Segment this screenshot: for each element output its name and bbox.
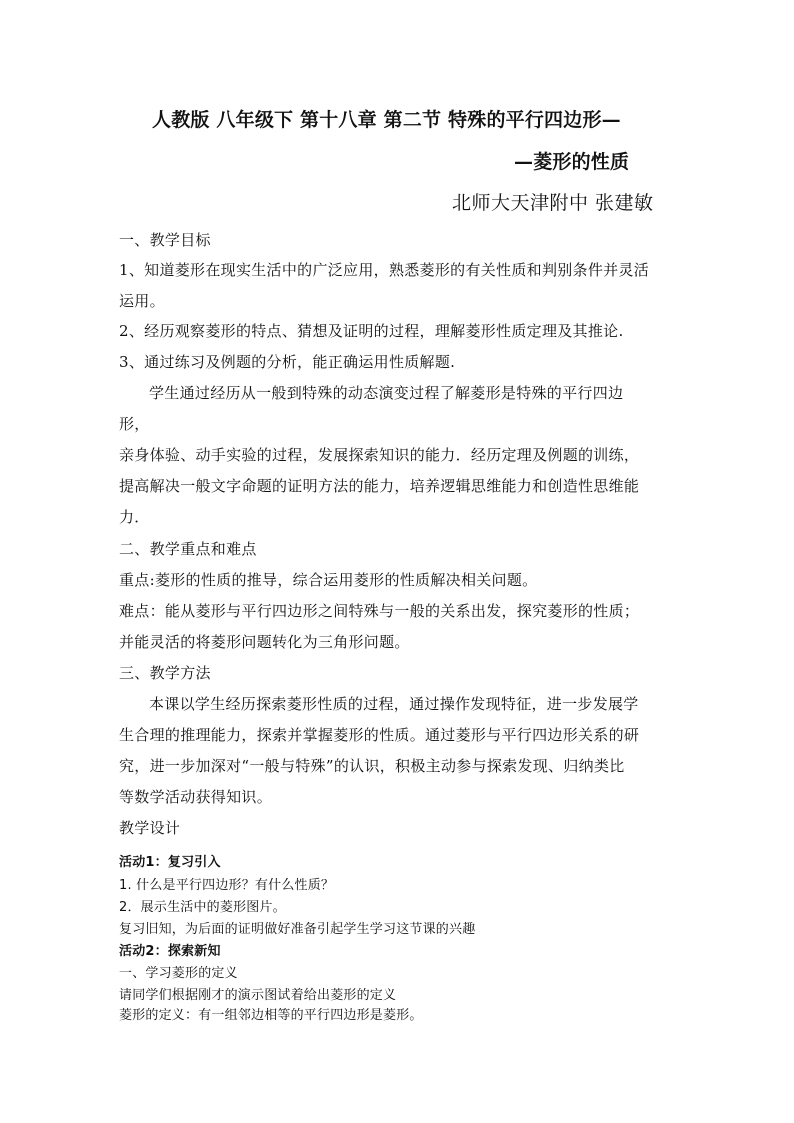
difficulty-line1: 难点：能从菱形与平行四边形之间特殊与一般的关系出发，探究菱形的性质；	[119, 602, 640, 620]
activity2-prompt: 请同学们根据刚才的演示图试着给出菱形的定义	[119, 988, 397, 1003]
goal1-line2: 运用。	[119, 292, 165, 310]
methods-line3: 究，进一步加深对“一般与特殊”的认识，积极主动参与探索发现、归纳类比	[119, 757, 625, 775]
paragraph-line5: 力．	[119, 508, 150, 526]
keypoints-heading: 二、教学重点和难点	[119, 540, 257, 558]
goals-heading: 一、教学目标	[119, 231, 211, 249]
activity1-item1: 1. 什么是平行四边形？有什么性质？	[119, 878, 335, 893]
methods-line1: 本课以学生经历探索菱形性质的过程，通过操作发现特征，进一步发展学	[149, 695, 639, 713]
page-title-line1: 人教版 八年级下 第十八章 第二节 特殊的平行四边形—	[152, 109, 621, 131]
difficulty-line2: 并能灵活的将菱形问题转化为三角形问题。	[119, 633, 410, 651]
methods-line4: 等数学活动获得知识。	[119, 788, 273, 806]
methods-heading: 三、教学方法	[119, 664, 211, 682]
paragraph-line3: 亲身体验、动手实验的过程，发展探索知识的能力．经历定理及例题的训练，	[119, 446, 640, 464]
methods-line2: 生合理的推理能力，探索并掌握菱形的性质。通过菱形与平行四边形关系的研	[119, 726, 640, 744]
paragraph-line1: 学生通过经历从一般到特殊的动态演变过程了解菱形是特殊的平行四边	[149, 384, 624, 402]
activity2-heading: 活动2：探索新知	[119, 944, 221, 959]
author-line: 北师大天津附中 张建敏	[452, 192, 654, 214]
paragraph-line2: 形，	[119, 415, 150, 433]
activity2-subheading: 一、学习菱形的定义	[119, 966, 238, 981]
goal3-line: 3、通过练习及例题的分析，能正确运用性质解题.	[119, 353, 456, 371]
design-heading: 教学设计	[119, 819, 181, 837]
page-title-line2: —菱形的性质	[514, 151, 630, 173]
activity1-note: 复习旧知，为后面的证明做好准备引起学生学习这节课的兴趣	[119, 922, 476, 937]
activity2-definition: 菱形的定义：有一组邻边相等的平行四边形是菱形。	[119, 1008, 423, 1023]
activity1-heading: 活动1：复习引入	[119, 855, 221, 870]
paragraph-line4: 提高解决一般文字命题的证明方法的能力，培养逻辑思维能力和创造性思维能	[119, 477, 640, 495]
activity1-item2: 2．展示生活中的菱形图片。	[119, 900, 286, 915]
goal1-line1: 1、知道菱形在现实生活中的广泛应用，熟悉菱形的有关性质和判别条件并灵活	[119, 261, 650, 279]
keypoint-line: 重点:菱形的性质的推导，综合运用菱形的性质解决相关问题。	[119, 571, 538, 589]
goal2-line: 2、经历观察菱形的特点、猜想及证明的过程，理解菱形性质定理及其推论.	[119, 322, 624, 340]
